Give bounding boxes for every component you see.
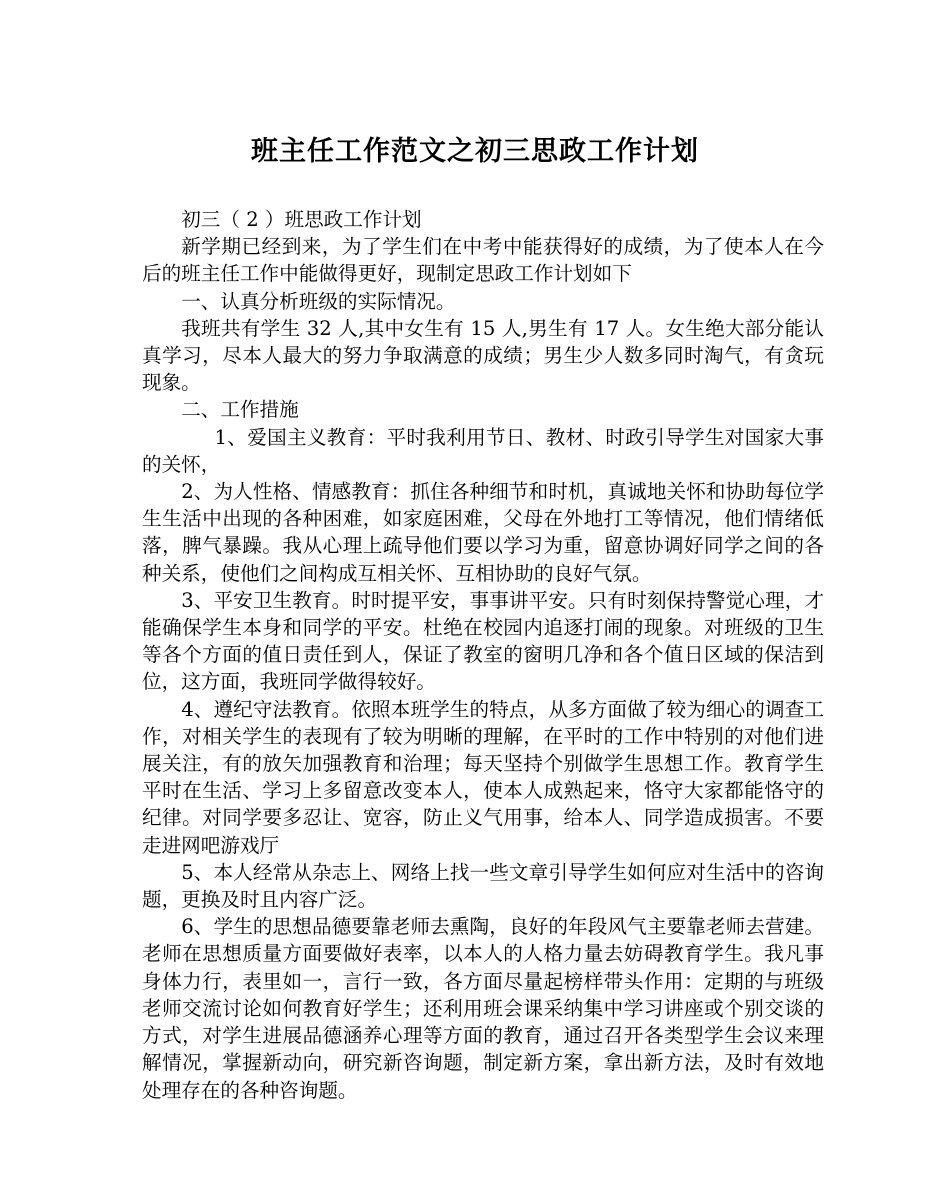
measure-1-paragraph: 1、爱国主义教育：平时我利用节日、教材、时政引导学生对国家大事的关怀， [142,425,824,476]
measure-3-paragraph: 3、平安卫生教育。时时提平安，事事讲平安。只有时刻保持警觉心理，才能确保学生本身和同学的平安。杜绝在校园内追逐打闹的现象。对班级的卫生等各个方面的值日责任到人，保证了教室的窗明几净和各个值日区域的保洁到位，这方面，我班同学做得较好。 [142,588,824,694]
class-situation-paragraph: 我班共有学生 32 人,其中女生有 15 人,男生有 17 人。女生绝大部分能认真学习，尽本人最大的努力争取满意的成绩；男生少人数多同时淘气，有贪玩现象。 [142,316,824,395]
section-heading-2: 二、工作措施 [181,398,299,422]
document-title: 班主任工作范文之初三思政工作计划 [251,136,699,167]
measure-2-paragraph: 2、为人性格、情感教育：抓住各种细节和时机，真诚地关怀和协助每位学生生活中出现的各种困难，如家庭困难，父母在外地打工等情况，他们情绪低落，脾气暴躁。我从心理上疏导他们要以学习为重，留意协调好同学之间的各种关系，使他们之间构成互相关怀、互相协助的良好气氛。 [142,480,824,585]
class-plan-heading: 初三（ 2 ）班思政工作计划 [181,208,422,231]
section-heading-1: 一、认真分析班级的实际情况。 [181,289,456,313]
measure-4-paragraph: 4、遵纪守法教育。依照本班学生的特点，从多方面做了较为细心的调查工作，对相关学生的表现有了较为明晰的理解，在平时的工作中特别的对他们进展关注，有的放矢加强教育和治理；每天坚持个别做学生思想工作。教育学生平时在生活、学习上多留意改变本人，使本人成熟起来，恪守大家都能恪守的纪律。对同学要多忍让、宽容，防止义气用事，给本人、同学造成损害。不要走进网吧游戏厅 [142,697,824,857]
measure-6-paragraph: 6、学生的思想品德要靠老师去熏陶，良好的年段风气主要靠老师去营建。老师在思想质量方面要做好表率，以本人的人格力量去妨碍教育学生。我凡事身体力行，表里如一，言行一致，各方面尽量起榜样带头作用：定期的与班级老师交流讨论如何教育好学生；还利用班会课采纳集中学习讲座或个别交谈的方式，对学生进展品德涵养心理等方面的教育，通过召开各类型学生会议来理解情况，掌握新动向，研究新咨询题，制定新方案，拿出新方法，及时有效地处理存在的各种咨询题。 [142,915,824,1102]
intro-paragraph: 新学期已经到来，为了学生们在中考中能获得好的成绩，为了使本人在今后的班主任工作中能做得更好，现制定思政工作计划如下 [142,235,824,286]
measure-5-paragraph: 5、本人经常从杂志上、网络上找一些文章引导学生如何应对生活中的咨询题，更换及时且内容广泛。 [142,860,824,912]
document-body [142,206,824,1104]
